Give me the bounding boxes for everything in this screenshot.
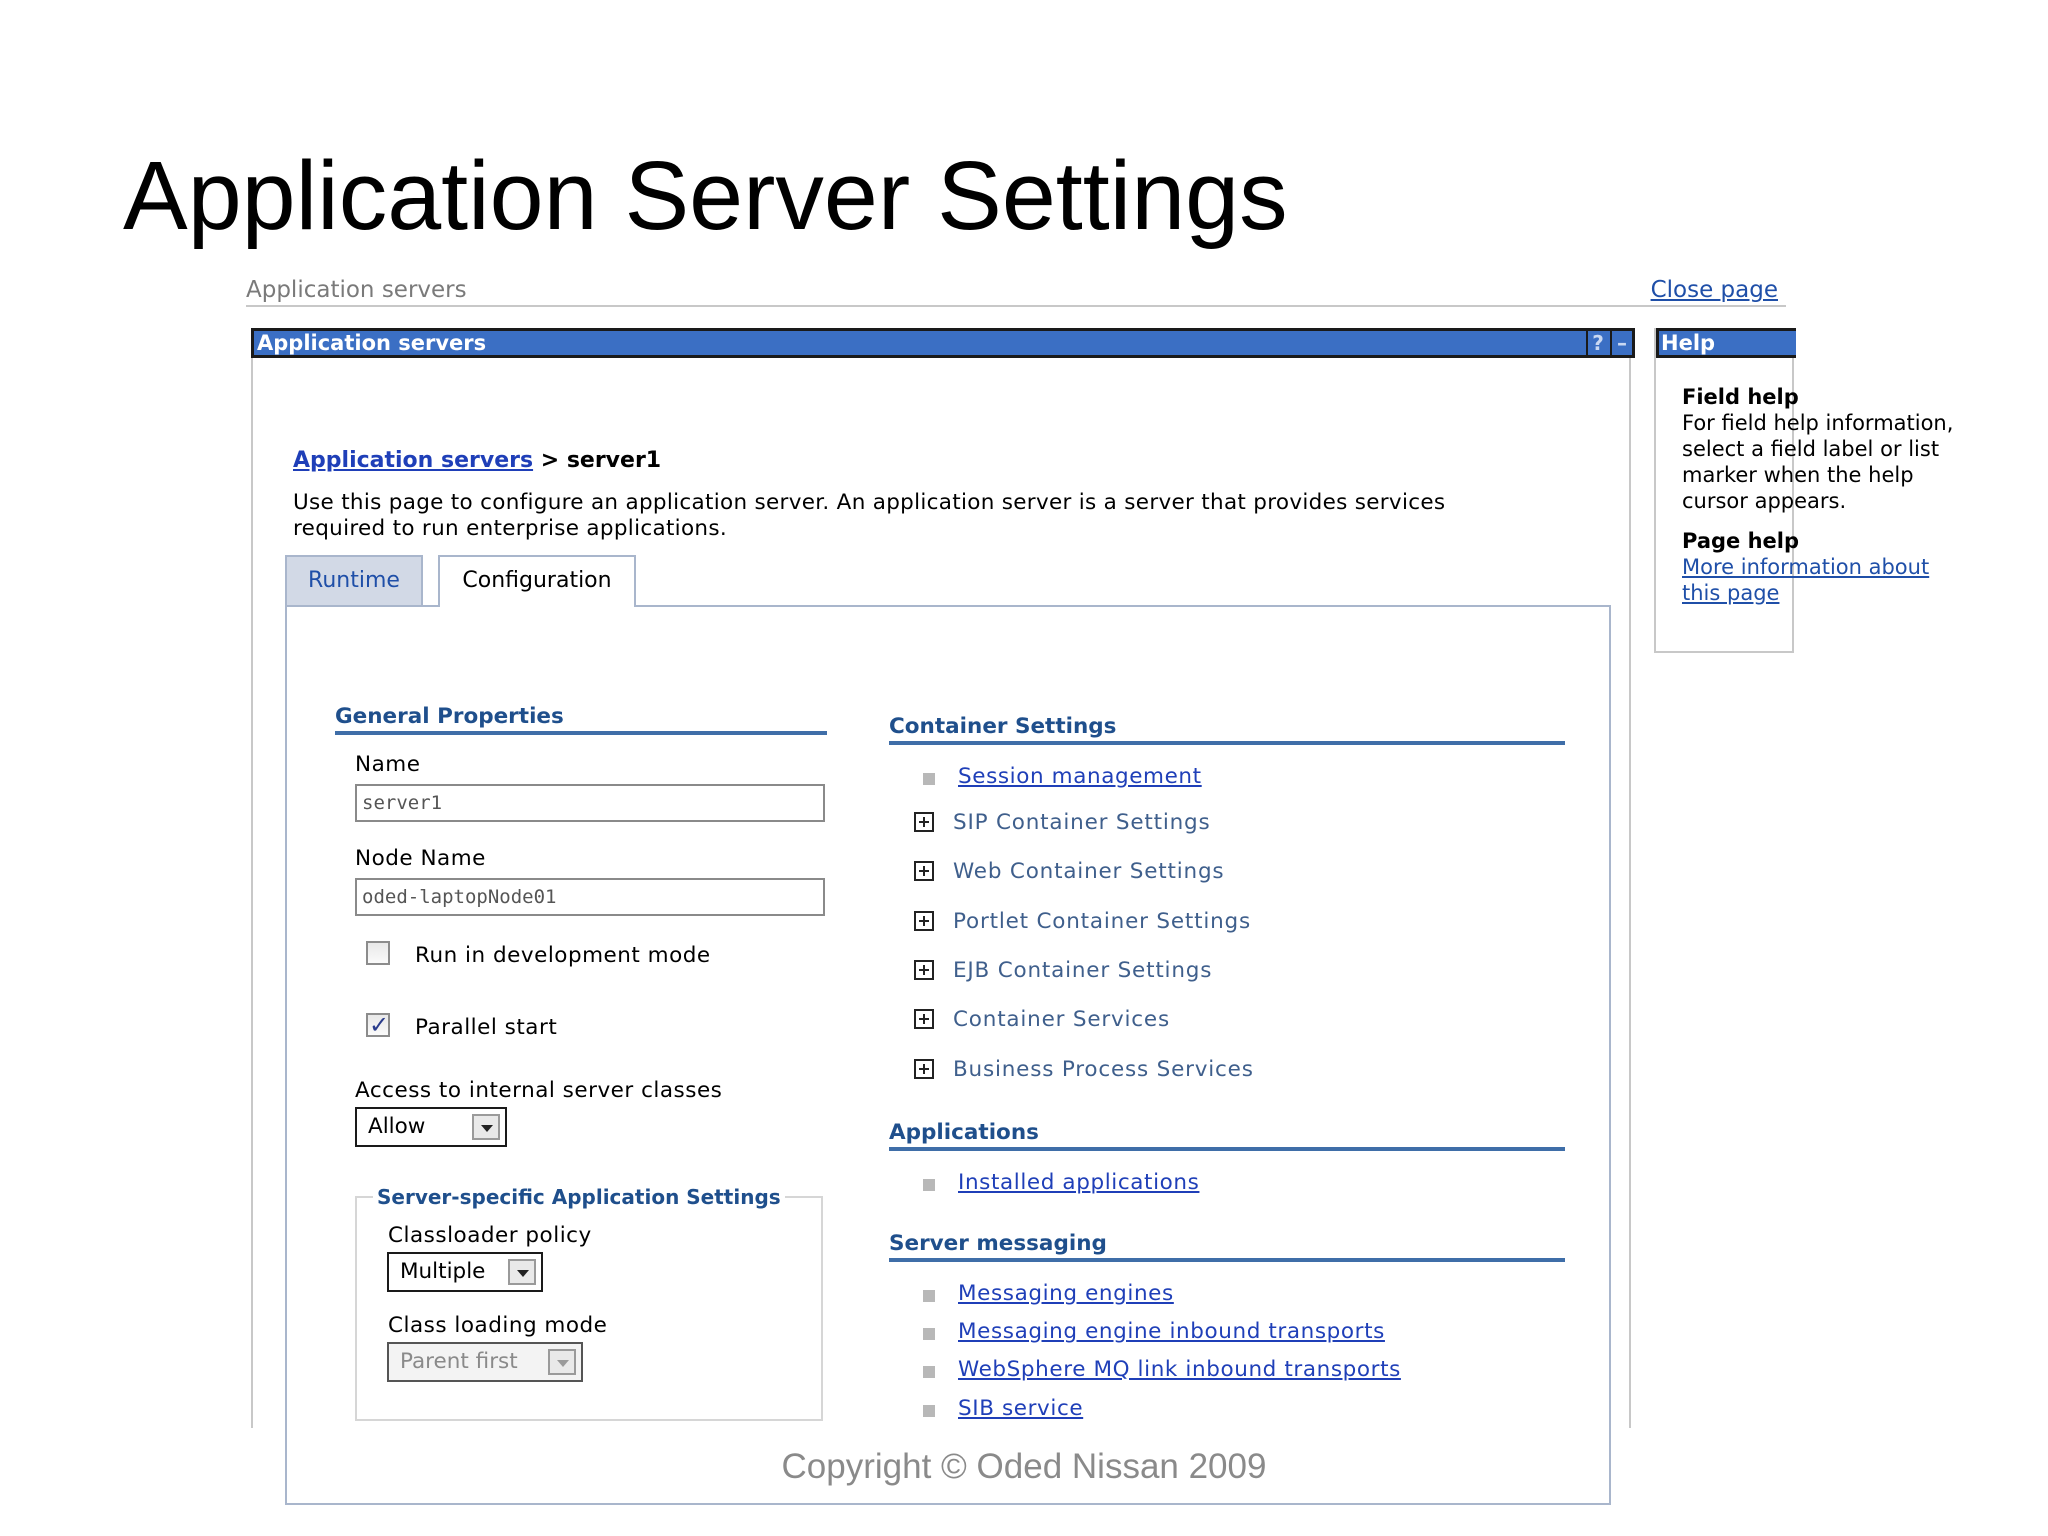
slide-title: Application Server Settings: [123, 141, 1288, 250]
more-information-link[interactable]: More information about: [1682, 555, 1930, 579]
bullet-icon: [923, 1328, 935, 1340]
applications-heading: Applications: [889, 1120, 1565, 1151]
access-classes-value: Allow: [368, 1114, 426, 1139]
tab-runtime[interactable]: Runtime: [285, 555, 423, 605]
field-help-line: For field help information,: [1682, 411, 1954, 435]
portlet-header: [251, 328, 1635, 358]
help-portlet-title: Help: [1656, 328, 1796, 358]
parallel-start-checkbox[interactable]: [366, 1013, 390, 1037]
classloader-policy-value: Multiple: [400, 1259, 486, 1284]
bullet-icon: [923, 1290, 935, 1302]
chevron-down-icon[interactable]: [472, 1114, 500, 1140]
sib-service-link[interactable]: SIB service: [958, 1396, 1084, 1421]
chevron-down-icon[interactable]: [508, 1259, 536, 1285]
classloader-policy-select[interactable]: [387, 1252, 543, 1292]
access-classes-select[interactable]: [355, 1107, 507, 1147]
minimize-icon[interactable]: –: [1610, 331, 1632, 355]
server-messaging-heading: Server messaging: [889, 1231, 1565, 1262]
console-topbar: [246, 275, 1786, 307]
classloader-policy-label: Classloader policy: [388, 1223, 592, 1248]
parallel-start-label: Parallel start: [415, 1015, 558, 1040]
help-icon[interactable]: ?: [1586, 331, 1608, 355]
session-management-link[interactable]: Session management: [958, 764, 1202, 789]
general-properties-heading: General Properties: [335, 704, 827, 735]
server-specific-settings-legend: Server-specific Application Settings: [373, 1185, 785, 1209]
top-breadcrumb: Application servers: [246, 277, 467, 303]
expand-plus-icon[interactable]: [914, 960, 934, 980]
chevron-down-icon: [548, 1349, 576, 1375]
portlet-container-settings[interactable]: Portlet Container Settings: [953, 909, 1251, 934]
bullet-icon: [923, 1405, 935, 1417]
breadcrumb: [293, 448, 661, 473]
help-portlet: [1654, 328, 1954, 653]
page-help-heading: Page help: [1682, 529, 1800, 553]
class-loading-mode-select[interactable]: [387, 1342, 583, 1382]
portlet-title: Application servers: [257, 331, 487, 355]
websphere-mq-link-inbound-transports-link[interactable]: WebSphere MQ link inbound transports: [958, 1357, 1401, 1382]
bullet-icon: [923, 1366, 935, 1378]
field-help-line: cursor appears.: [1682, 489, 1847, 513]
installed-applications-link[interactable]: Installed applications: [958, 1170, 1200, 1195]
help-portlet-body: [1682, 384, 1982, 606]
node-name-label: Node Name: [355, 846, 486, 871]
access-classes-label: Access to internal server classes: [355, 1078, 723, 1103]
name-label: Name: [355, 752, 421, 777]
field-help-heading: Field help: [1682, 385, 1799, 409]
tab-configuration[interactable]: Configuration: [438, 555, 636, 607]
breadcrumb-current: > server1: [533, 448, 662, 473]
admin-console-screenshot: [246, 275, 1954, 1421]
development-mode-checkbox[interactable]: [366, 941, 390, 965]
class-loading-mode-label: Class loading mode: [388, 1313, 608, 1338]
close-page-link[interactable]: Close page: [1650, 277, 1778, 303]
field-help-line: select a field label or list: [1682, 437, 1940, 461]
checkmark-icon: ✓: [369, 1011, 390, 1039]
business-process-services[interactable]: Business Process Services: [953, 1057, 1254, 1082]
messaging-engine-inbound-transports-link[interactable]: Messaging engine inbound transports: [958, 1319, 1385, 1344]
sip-container-settings[interactable]: SIP Container Settings: [953, 810, 1211, 835]
development-mode-label: Run in development mode: [415, 943, 711, 968]
expand-plus-icon[interactable]: [914, 812, 934, 832]
bullet-icon: [923, 1179, 935, 1191]
expand-plus-icon[interactable]: [914, 911, 934, 931]
this-page-link[interactable]: this page: [1682, 581, 1780, 605]
container-services[interactable]: Container Services: [953, 1007, 1170, 1032]
messaging-engines-link[interactable]: Messaging engines: [958, 1281, 1174, 1306]
field-help-line: marker when the help: [1682, 463, 1914, 487]
expand-plus-icon[interactable]: [914, 1009, 934, 1029]
page-description: Use this page to configure an application server. An application server is a server that provides services required to run enterprise applications.: [293, 490, 1446, 541]
bullet-icon: [923, 773, 935, 785]
breadcrumb-application-servers-link[interactable]: Application servers: [293, 448, 534, 473]
container-settings-heading: Container Settings: [889, 714, 1565, 745]
expand-plus-icon[interactable]: [914, 1059, 934, 1079]
name-input[interactable]: server1: [355, 784, 825, 822]
ejb-container-settings[interactable]: EJB Container Settings: [953, 958, 1213, 983]
node-name-input[interactable]: oded-laptopNode01: [355, 878, 825, 916]
application-servers-portlet: [251, 328, 1631, 1428]
class-loading-mode-value: Parent first: [400, 1349, 518, 1374]
web-container-settings[interactable]: Web Container Settings: [953, 859, 1225, 884]
expand-plus-icon[interactable]: [914, 861, 934, 881]
copyright-footer: Copyright © Oded Nissan 2009: [781, 1447, 1267, 1486]
